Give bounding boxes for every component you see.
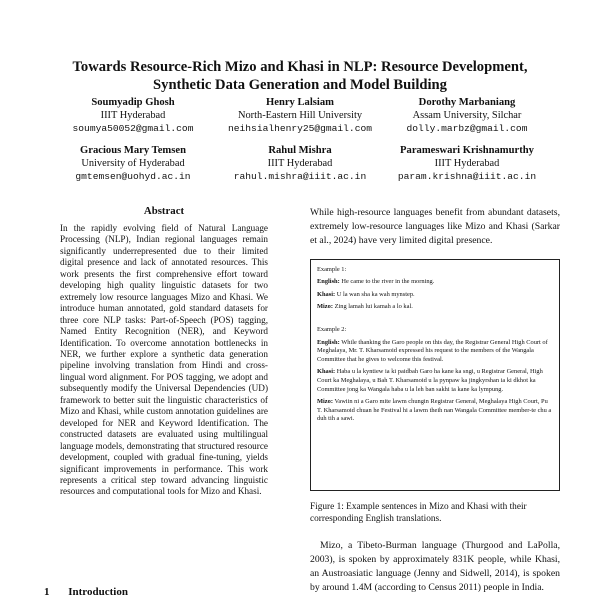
author-card [384, 144, 550, 183]
example-1-heading: Example 1: [317, 265, 347, 273]
language-label: English: [317, 278, 340, 286]
author-row-2 [50, 144, 550, 183]
example-sentence: Vawiin ni a Garo mite lawm chungin Registrar General, Meghalaya High Court, Pu T. Kharsamoid chuan he Festival hi a lawm theih nan Wangala Committee member-te chu a duh tih a sawi. [317, 398, 552, 423]
example-sentence: While thanking the Garo people on this day, the Registrar General High Court of Meghalaya, Mr. T. Kharsamoid expressed his request to the members of the Wangala Committee that he gives to welcome this festival. [317, 338, 548, 363]
example-2-heading: Example 2: [317, 325, 347, 333]
paper-title-line-2: Synthetic Data Generation and Model Building [153, 77, 447, 93]
author-row-1 [50, 96, 550, 135]
author-email[interactable]: soumya50052@gmail.com [72, 123, 194, 134]
author-name: Gracious Mary Temsen [80, 145, 186, 156]
author-email[interactable]: gmtemsen@uohyd.ac.in [75, 171, 191, 182]
author-email[interactable]: neihsialhenry25@gmail.com [228, 123, 372, 134]
figure-1-caption: Figure 1: Example sentences in Mizo and Khasi with their corresponding English translations. [310, 501, 527, 524]
example-sentence: Zing lamah lui kamah a lo kal. [334, 303, 413, 311]
figure-1-box [310, 259, 560, 491]
section-heading-introduction [44, 586, 128, 598]
example-1-english [317, 278, 553, 287]
paper-title-line-1: Towards Resource-Rich Mizo and Khasi in NLP: Resource Development, [72, 59, 528, 75]
example-1-khasi [317, 291, 553, 300]
author-affiliation: IIIT Hyderabad [267, 158, 333, 169]
author-affiliation: IIIT Hyderabad [100, 110, 166, 121]
example-1-mizo [317, 303, 553, 312]
abstract-text: In the rapidly evolving field of Natural Language Processing (NLP), Indian regional languages remain significantly underrepresented due to their limited digital presence and lack of annotated resources. This work presents the first comprehensive effort toward developing high quality linguistic datasets for two extremely low resource languages Mizo and Khasi. We introduce human annotated, gold standard datasets for three core NLP tasks: Part-of-Speech (POS) tagging, Named Entity Recognition (NER), and Keyword Identification. To overcome annotation bottlenecks in NER, we further explore a synthetic data generation pipeline involving translation from Hindi and cross-lingual word alignment. For POS tagging, we adopt and subsequently modify the Universal Dependencies (UD) framework to better suit the linguistic characteristics of Mizo and Khasi, while custom annotation guidelines are developed for NER and Keyword Identification. The constructed datasets are evaluated using multilingual language models, demonstrating that structured resource development, coupled with gradual fine-tuning, yields significant improvements in performance. This work represents a critical step toward advancing linguistic resources and computational tools for Mizo and Khasi. [60, 223, 268, 497]
intro-paragraph: While high-resource languages benefit from abundant datasets, extremely low-resource languages like Mizo and Khasi (Sarkar et al., 2024) have very limited digital presence. [310, 207, 560, 247]
example-sentence: U la wan sha ka wah mynstep. [336, 290, 415, 298]
paper-title [40, 58, 560, 94]
language-label: Mizo: [317, 398, 333, 406]
author-card [217, 96, 383, 135]
author-affiliation: IIIT Hyderabad [434, 158, 500, 169]
language-label: English: [317, 338, 340, 346]
author-name: Parameswari Krishnamurthy [400, 145, 534, 156]
example-sentence: Haba u la kyntiew ia ki paidbah Garo ha kane ka sngi, u Registrar General, High Court ka Meghalaya, u Bah T. Kharsamoid u la pynpaw ka jingkyrshan ia ki dkhot ka Committee jong ka Wangala haba u la leh ban sakhi ia kane ka lympung. [317, 368, 543, 393]
author-name: Dorothy Marbaniang [418, 97, 516, 108]
author-email[interactable]: rahul.mishra@iiit.ac.in [233, 171, 367, 182]
example-2-english [317, 339, 553, 365]
author-card [217, 144, 383, 183]
author-email[interactable]: dolly.marbz@gmail.com [406, 123, 528, 134]
author-card [50, 96, 216, 135]
section-title: Introduction [68, 586, 128, 598]
language-label: Khasi: [317, 290, 336, 298]
abstract-heading: Abstract [143, 205, 185, 217]
language-label: Khasi: [317, 368, 336, 376]
example-sentence: He came to the river in the morning. [341, 278, 435, 286]
author-name: Rahul Mishra [268, 145, 332, 156]
author-name: Henry Lalsiam [266, 97, 334, 108]
author-affiliation: Assam University, Silchar [412, 110, 522, 121]
language-label: Mizo: [317, 303, 333, 311]
author-affiliation: North-Eastern Hill University [237, 110, 363, 121]
left-column [42, 205, 286, 498]
section-number: 1 [44, 586, 50, 598]
figure-spacer [317, 316, 553, 326]
author-card [50, 144, 216, 183]
example-2-khasi [317, 368, 553, 394]
author-block [50, 96, 550, 192]
second-paragraph: Mizo, a Tibeto-Burman language (Thurgood and LaPolla, 2003), is spoken by approximately 831K people, while Khasi, an Austroasiatic language (Jenny and Sidwell, 2014), is spoken by around 1.4M (according to Census 2011) people in India. [310, 539, 560, 594]
example-2-mizo [317, 398, 553, 424]
author-affiliation: University of Hyderabad [81, 158, 185, 169]
author-email[interactable]: param.krishna@iiit.ac.in [397, 171, 537, 182]
author-card [384, 96, 550, 135]
author-name: Soumyadip Ghosh [91, 97, 175, 108]
right-column [310, 206, 560, 595]
